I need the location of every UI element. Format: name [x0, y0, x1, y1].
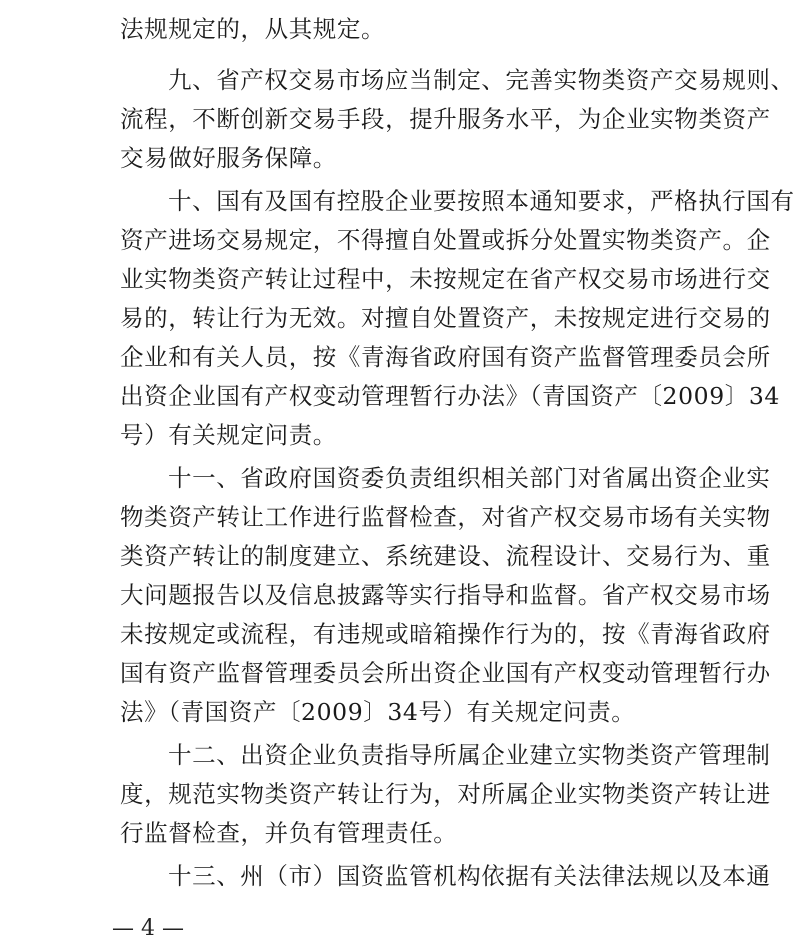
text-line: 九、省产权交易市场应当制定、完善实物类资产交易规则、 — [168, 66, 795, 94]
text-line: 资产进场交易规定，不得擅自处置或拆分处置实物类资产。企 — [120, 226, 771, 254]
text-line: 十一、省政府国资委负责组织相关部门对省属出资企业实 — [168, 464, 771, 492]
text-line: 法》（青国资产〔2009〕34号）有关规定问责。 — [120, 698, 636, 726]
text-line: 法规规定的，从其规定。 — [120, 15, 386, 43]
text-line: 十、国有及国有控股企业要按照本通知要求，严格执行国有 — [168, 187, 795, 215]
text-line: 企业和有关人员，按《青海省政府国有资产监督管理委员会所 — [120, 343, 771, 371]
text-line: 行监督检查，并负有管理责任。 — [120, 819, 458, 847]
text-line: 交易做好服务保障。 — [120, 144, 337, 172]
page-number: — 4 — — [112, 916, 184, 941]
text-line: 类资产转让的制度建立、系统建设、流程设计、交易行为、重 — [120, 542, 771, 570]
text-line: 大问题报告以及信息披露等实行指导和监督。省产权交易市场 — [120, 581, 771, 609]
text-line: 十二、出资企业负责指导所属企业建立实物类资产管理制 — [168, 741, 771, 769]
text-line: 度，规范实物类资产转让行为，对所属企业实物类资产转让进 — [120, 780, 771, 808]
text-line: 号）有关规定问责。 — [120, 421, 337, 449]
text-line: 易的，转让行为无效。对擅自处置资产，未按规定进行交易的 — [120, 304, 771, 332]
text-line: 物类资产转让工作进行监督检查，对省产权交易市场有关实物 — [120, 503, 771, 531]
text-line: 未按规定或流程，有违规或暗箱操作行为的，按《青海省政府 — [120, 620, 771, 648]
text-line: 业实物类资产转让过程中，未按规定在省产权交易市场进行交 — [120, 265, 771, 293]
text-line: 流程，不断创新交易手段，提升服务水平，为企业实物类资产 — [120, 105, 771, 133]
text-line: 出资企业国有产权变动管理暂行办法》（青国资产〔2009〕34 — [120, 382, 780, 410]
text-line: 十三、州（市）国资监管机构依据有关法律法规以及本通 — [168, 862, 771, 890]
text-line: 国有资产监督管理委员会所出资企业国有产权变动管理暂行办 — [120, 659, 771, 687]
